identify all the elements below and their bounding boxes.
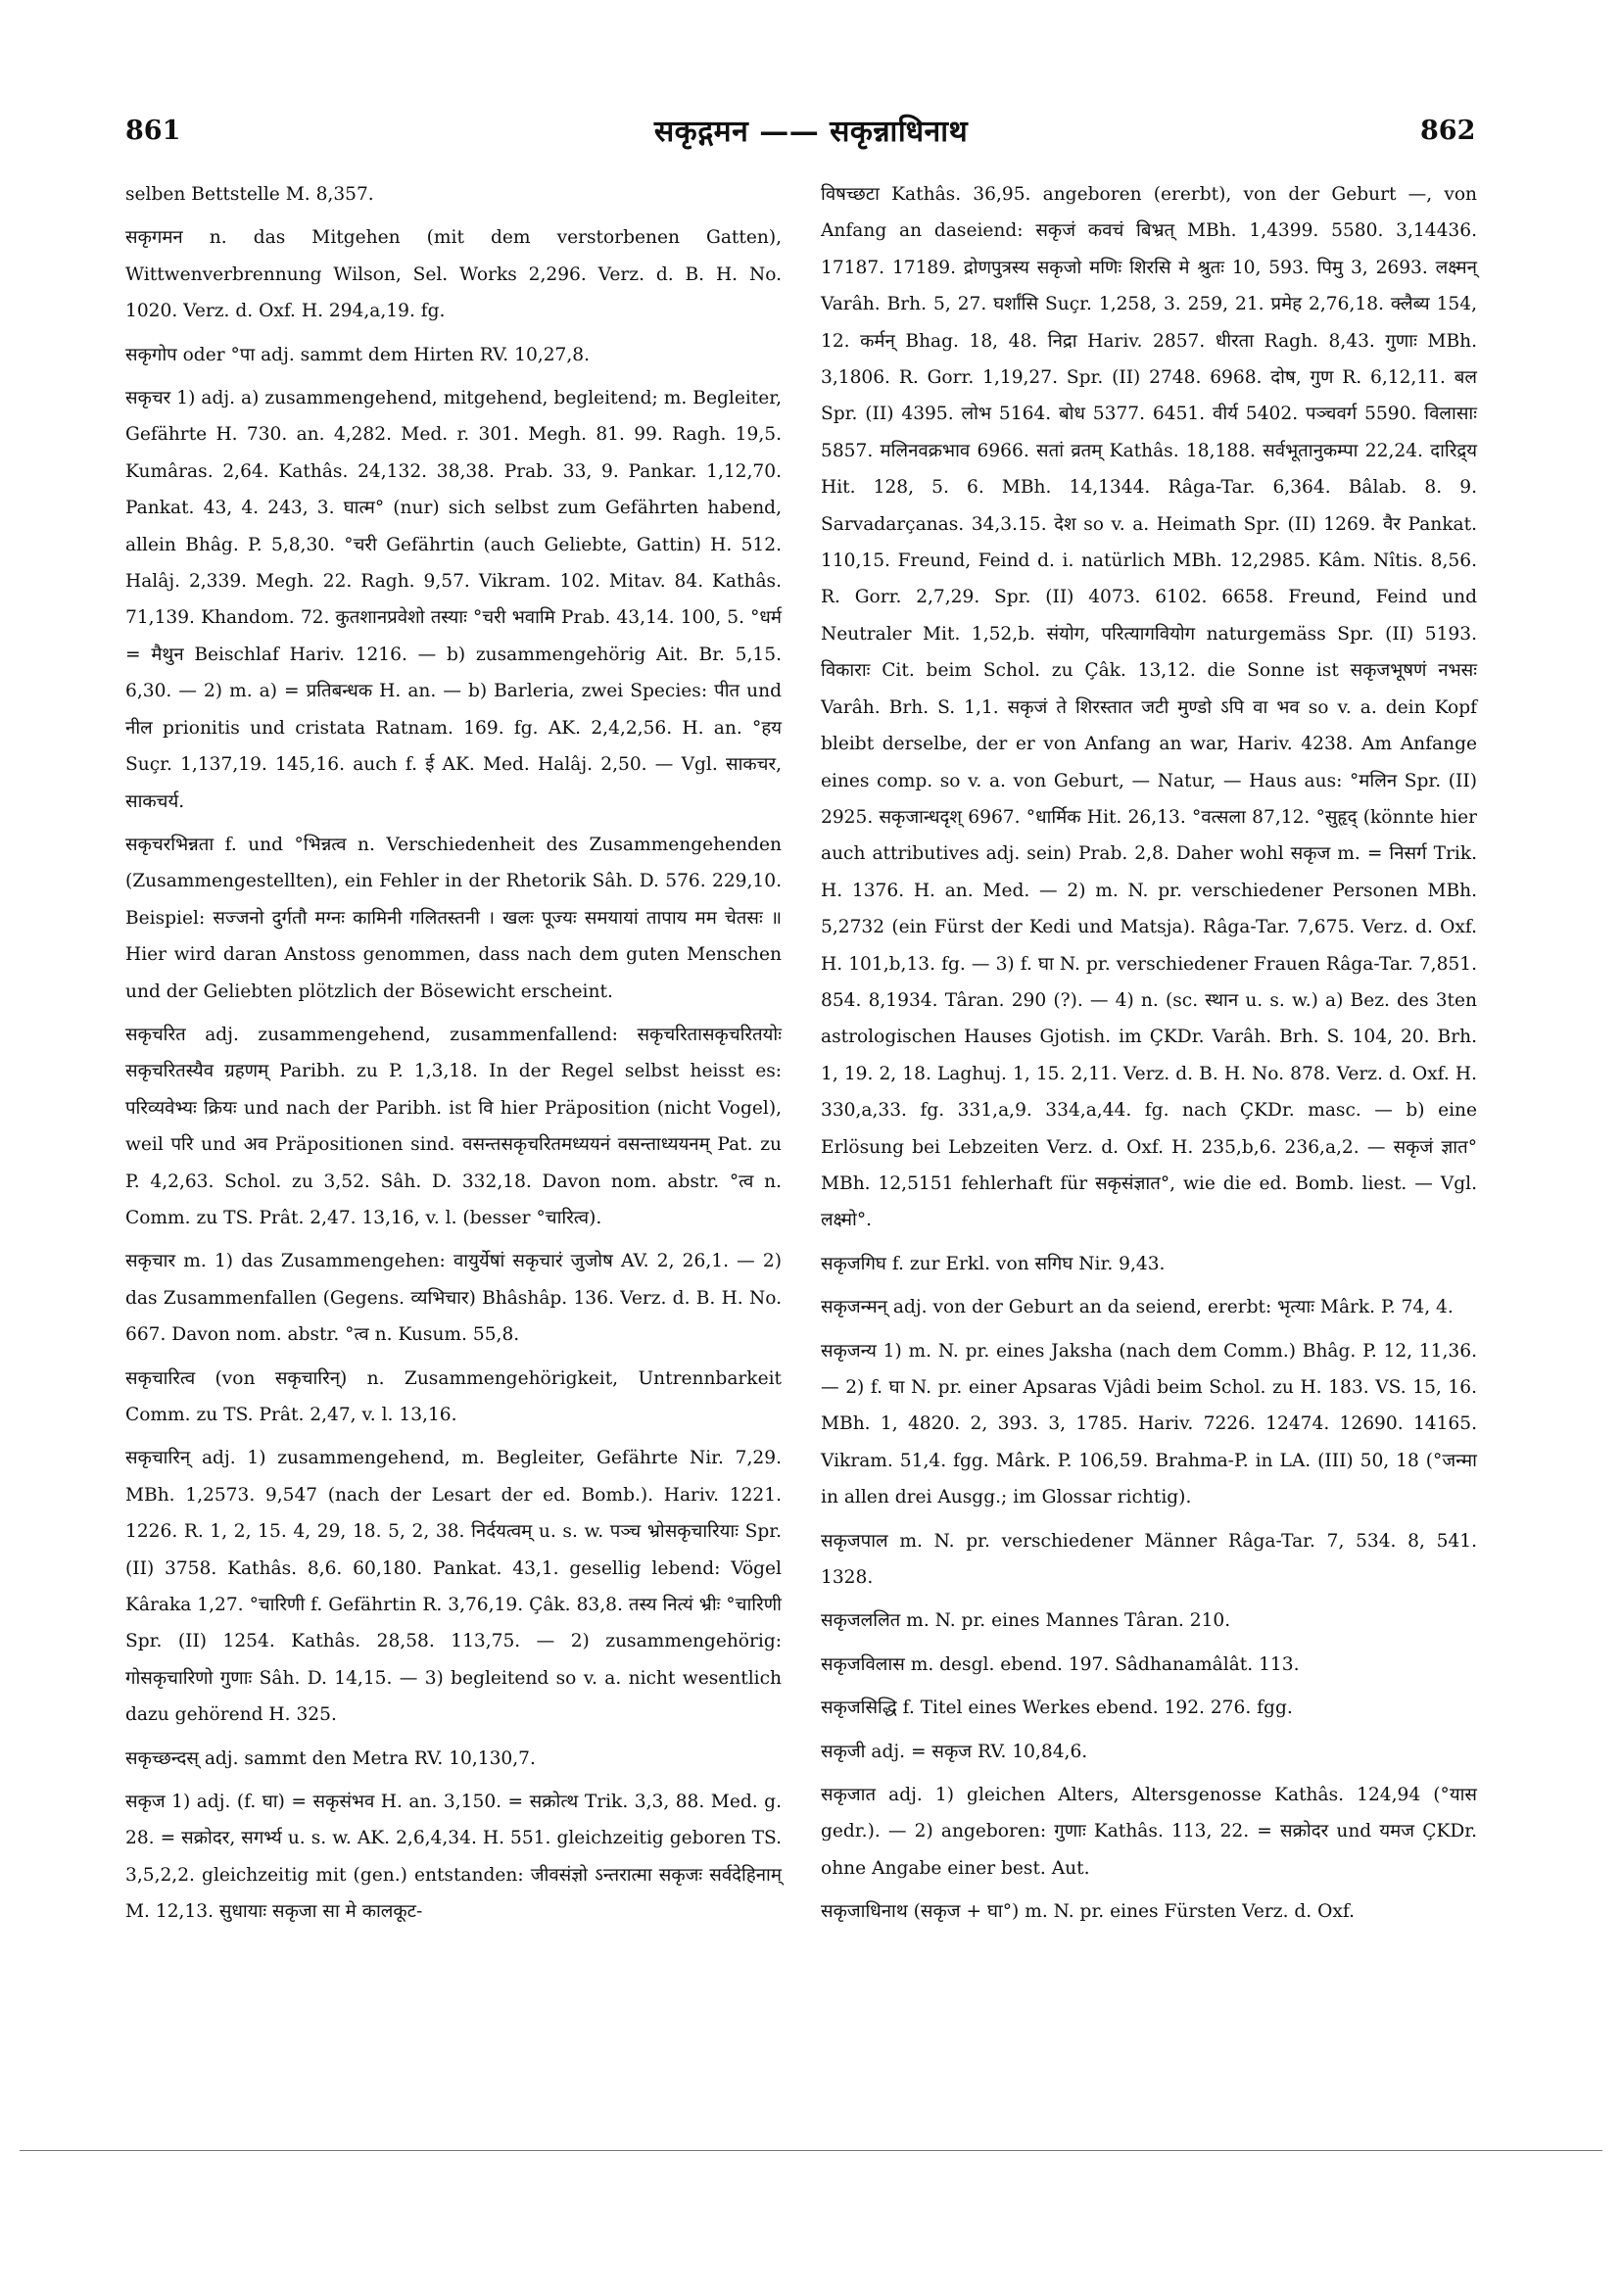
dictionary-entry: सकृज 1) adj. (f. घा) = सकृसंभव H. an. 3,150. = सक्रोत्थ Trik. 3,3, 88. Med. g. 28. = सक्रोदर, सगर्भ्य u. s. w. AK. 2,6,4,34. H. 551. gleichzeitig geboren TS. 3,5,2,2. gleichzeitig mit (gen.) entstanden: जीवसंज्ञो ऽन्तरात्मा सकृजः सर्वदेहिनाम् M. 12,13. सुधायाः सकृजा सा मे कालकूट- (125, 1792, 782, 1923)
dictionary-entry: सकृजी adj. = सकृज RV. 10,84,6. (821, 1741, 1088, 1762)
running-head: सकृद्गमन —— सकृन्नाधिनाथ (653, 115, 969, 149)
right-column (821, 176, 1477, 1937)
dictionary-entry: सकृजललित m. N. pr. eines Mannes Târan. 210. (821, 1610, 1231, 1632)
dictionary-entry: सकृचार m. 1) das Zusammengehen: वायुर्येषां सकृचारं जुजोष AV. 2, 26,1. — 2) das Zusammenfallen (Gegens. व्यभिचार) Bhâshâp. 136. Verz. d. B. H. No. 667. Davon nom. abstr. °त्व n. Kusum. 55,8. (125, 1251, 782, 1346)
dictionary-entry: सकृचारिन् adj. 1) zusammengehend, m. Begleiter, Gefährte Nir. 7,29. MBh. 1,2573. 9,547 (nach der Lesart der ed. Bomb.). Hariv. 1221. 1226. R. 1, 2, 15. 4, 29, 18. 5, 2, 38. निर्दयत्वम् u. s. w. पञ्च भ्रोसकृचारियाः Spr. (II) 3758. Kathâs. 8,6. 60,180. Pankat. 43,1. gesellig lebend: Vögel Kâraka 1,27. °चारिणी f. Gefährtin R. 3,76,19. Çâk. 83,8. तस्य नित्यं भ्रीः °चारिणी Spr. (II) 1254. Kathâs. 28,58. 113,75. — 2) zusammengehörig: गोसकृचारिणो गुणाः Sâh. D. 14,15. — 3) begleitend so v. a. nicht wesentlich dazu gehörend H. 325. (125, 1448, 782, 1726)
dictionary-entry: सकृच्छन्दस् adj. sammt den Metra RV. 10,130,7. (125, 1747, 536, 1769)
page-number-right: 862 (1420, 116, 1476, 146)
dictionary-entry: सकृजाधिनाथ (सकृज + घा°) m. N. pr. eines Fürsten Verz. d. Oxf. (821, 1901, 1355, 1923)
bottom-rule (20, 2150, 1602, 2151)
dictionary-entry: सकृजसिद्धि f. Titel eines Werkes ebend. 192. 276. fgg. (821, 1698, 1293, 1719)
dictionary-entry: सकृजन्य 1) m. N. pr. eines Jaksha (nach dem Comm.) Bhâg. P. 12, 11,36. — 2) f. घा N. pr. einer Apsaras Vjâdi beim Schol. zu H. 183. VS. 15, 16. MBh. 1, 4820. 2, 393. 3, 1785. Hariv. 7226. 12474. 12690. 14165. Vikram. 51,4. fgg. Mârk. P. 106,59. Brahma-P. in LA. (III) 50, 18 (°जन्मा in allen drei Ausgg.; im Glossar richtig). (821, 1340, 1477, 1508)
dictionary-entry: सकृचारित्व (von सकृचारिन्) n. Zusammengehörigkeit, Untrennbarkeit Comm. zu TS. Prât. 2,47, v. l. 13,16. (125, 1367, 782, 1425)
dictionary-entry: सकृगमन n. das Mitgehen (mit dem verstorbenen Gatten), Wittwenverbrennung Wilson, Sel. Works 2,296. Verz. d. B. H. No. 1020. Verz. d. Oxf. H. 294,a,19. fg. (125, 227, 782, 322)
dictionary-entry: सकृजगिघ f. zur Erkl. von सगिघ Nir. 9,43. (821, 1253, 1166, 1274)
dictionary-entry: सकृचरभिन्नता f. und °भिन्नत्व n. Verschiedenheit des Zusammengehenden (Zusammengestellten), ein Fehler in der Rhetorik Sâh. D. 576. 229,10. Beispiel: सज्जनो दुर्गतौ मग्नः कामिनी गलितस्तनी । खलः पूज्यः समयायां तापाय मम चेतसः ॥ Hier wird daran Anstoss genommen, dass nach dem guten Menschen und der Geliebten plötzlich der Bösewicht erscheint. (125, 834, 782, 1002)
dictionary-entry: सकृजपाल m. N. pr. verschiedener Männer Râga-Tar. 7, 534. 8, 541. 1328. (821, 1530, 1477, 1589)
dictionary-entry: सकृजविलास m. desgl. ebend. 197. Sâdhanamâlât. 113. (821, 1653, 1300, 1675)
page-number-left: 861 (125, 116, 181, 146)
dictionary-entry: सकृजन्मन् adj. von der Geburt an da seiend, ererbt: भृत्याः Mârk. P. 74, 4. (821, 1297, 1454, 1318)
dictionary-entry: विषच्छटा Kathâs. 36,95. angeboren (ererbt), von der Geburt —, von Anfang an daseiend: सकृजं कवचं बिभ्रत् MBh. 1,4399. 5580. 3,14436. 17187. 17189. द्रोणपुत्रस्य सकृजो मणिः शिरसि मे श्रुतः 10, 593. पिमु 3, 2693. लक्ष्मन् Varâh. Brh. 5, 27. घर्शांसि Suçr. 1,258, 3. 259, 21. प्रमेह 2,76,18. क्लैब्य 154, 12. कर्मन् Bhag. 18, 48. निद्रा Hariv. 2857. धीरता Ragh. 8,43. गुणाः MBh. 3,1806. R. Gorr. 1,19,27. Spr. (II) 2748. 6968. दोष, गुण R. 6,12,11. बल Spr. (II) 4395. लोभ 5164. बोध 5377. 6451. वीर्य 5402. पञ्चवर्ग 5590. विलासाः 5857. मलिनवक्रभाव 6966. सतां व्रतम् Kathâs. 18,188. सर्वभूतानुकम्पा 22,24. दारिद्र्य Hit. 128, 5. 6. MBh. 14,1344. Râga-Tar. 6,364. Bâlab. 8. 9. Sarvadarçanas. 34,3.15. देश so v. a. Heimath Spr. (II) 1269. वैर Pankat. 110,15. Freund, Feind d. i. natürlich MBh. 12,2985. Kâm. Nîtis. 8,56. R. Gorr. 2,7,29. Spr. (II) 4073. 6102. 6658. Freund, Feind und Neutraler Mit. 1,52,b. संयोग, परित्यागवियोग naturgemäss Spr. (II) 5193. विकाराः Cit. beim Schol. zu Çâk. 13,12. die Sonne ist सकृजभूषणं नभसः Varâh. Brh. S. 1,1. सकृजं ते शिरस्तात जटी मुण्डो ऽपि वा भव so v. a. dein Kopf bleibt derselbe, der er von Anfang an war, Hariv. 4238. Am Anfange eines comp. so v. a. von Geburt, — Natur, — Haus aus: °मलिन Spr. (II) 2925. सकृजान्धदृश् 6967. °धार्मिक Hit. 26,13. °वत्सला 87,12. °सुहृद् (könnte hier auch attributives adj. sein) Prab. 2,8. Daher wohl सकृज m. = निसर्ग Trik. H. 1376. H. an. Med. — 2) m. N. pr. verschiedener Personen MBh. 5,2732 (ein Fürst der Kedi und Matsja). Râga-Tar. 7,675. Verz. d. Oxf. H. 101,b,13. fg. — 3) f. घा N. pr. verschiedener Frauen Râga-Tar. 7,851. 854. 8,1934. Târan. 290 (?). — 4) n. (sc. स्थान u. s. w.) a) Bez. des 3ten astrologischen Hauses Gjotish. im ÇKDr. Varâh. Brh. S. 104, 20. Brh. 1, 19. 2, 18. Laghuj. 1, 15. 2,11. Verz. d. B. H. No. 878. Verz. d. Oxf. H. 330,a,33. fg. 331,a,9. 334,a,44. fg. nach ÇKDr. masc. — b) eine Erlösung bei Lebzeiten Verz. d. Oxf. H. 235,b,6. 236,a,2. — सकृजं ज्ञात° MBh. 12,5151 fehlerhaft für सकृसंज्ञात°, wie die ed. Bomb. liest. — Vgl. लक्ष्मो°. (821, 184, 1477, 1231)
dictionary-entry: selben Bettstelle M. 8,357. (125, 184, 374, 205)
dictionary-entry: सकृगोप oder °पा adj. sammt dem Hirten RV. 10,27,8. (125, 344, 591, 365)
dictionary-entry: सकृचरित adj. zusammengehend, zusammenfallend: सकृचरितासकृचरितयोः सकृचरितस्यैव ग्रहणम् Paribh. zu P. 1,3,18. In der Regel selbst heisst es: परिव्यवेभ्यः क्रियः und nach der Paribh. ist वि hier Präposition (nicht Vogel), weil परि und अव Präpositionen sind. वसन्तसकृचरितमध्ययनं वसन्ताध्ययनम् Pat. zu P. 4,2,63. Schol. zu 3,52. Sâh. D. 332,18. Davon nom. abstr. °त्व n. Comm. zu TS. Prât. 2,47. 13,16, v. l. (besser °चारित्व). (125, 1024, 782, 1228)
dictionary-entry: सकृजात adj. 1) gleichen Alters, Altersgenosse Kathâs. 124,94 (°यास gedr.). — 2) angeboren: गुणाः Kathâs. 113, 22. = सक्रोदर und यमज ÇKDr. ohne Angabe einer best. Aut. (821, 1785, 1477, 1879)
left-column (125, 176, 782, 1937)
dictionary-entry: सकृचर 1) adj. a) zusammengehend, mitgehend, begleitend; m. Begleiter, Gefährte H. 730. an. 4,282. Med. r. 301. Megh. 81. 99. Ragh. 19,5. Kumâras. 2,64. Kathâs. 24,132. 38,38. Prab. 33, 9. Pankar. 1,12,70. Pankat. 43, 4. 243, 3. घात्म° (nur) sich selbst zum Gefährten habend, allein Bhâg. P. 5,8,30. °चरी Gefährtin (auch Geliebte, Gattin) H. 512. Halâj. 2,339. Megh. 22. Ragh. 9,57. Vikram. 102. Mitav. 84. Kathâs. 71,139. Khandom. 72. कुतशानप्रवेशो तस्याः °चरी भवामि Prab. 43,14. 100, 5. °धर्म = मैथुन Beischlaf Hariv. 1216. — b) zusammengehörig Ait. Br. 5,15. 6,30. — 2) m. a) = प्रतिबन्धक H. an. — b) Barleria, zwei Species: पीत und नील prionitis und cristata Ratnam. 169. fg. AK. 2,4,2,56. H. an. °हय Suçr. 1,137,19. 145,16. auch f. ई AK. Med. Halâj. 2,50. — Vgl. साकचर, साकचर्य. (125, 388, 782, 812)
